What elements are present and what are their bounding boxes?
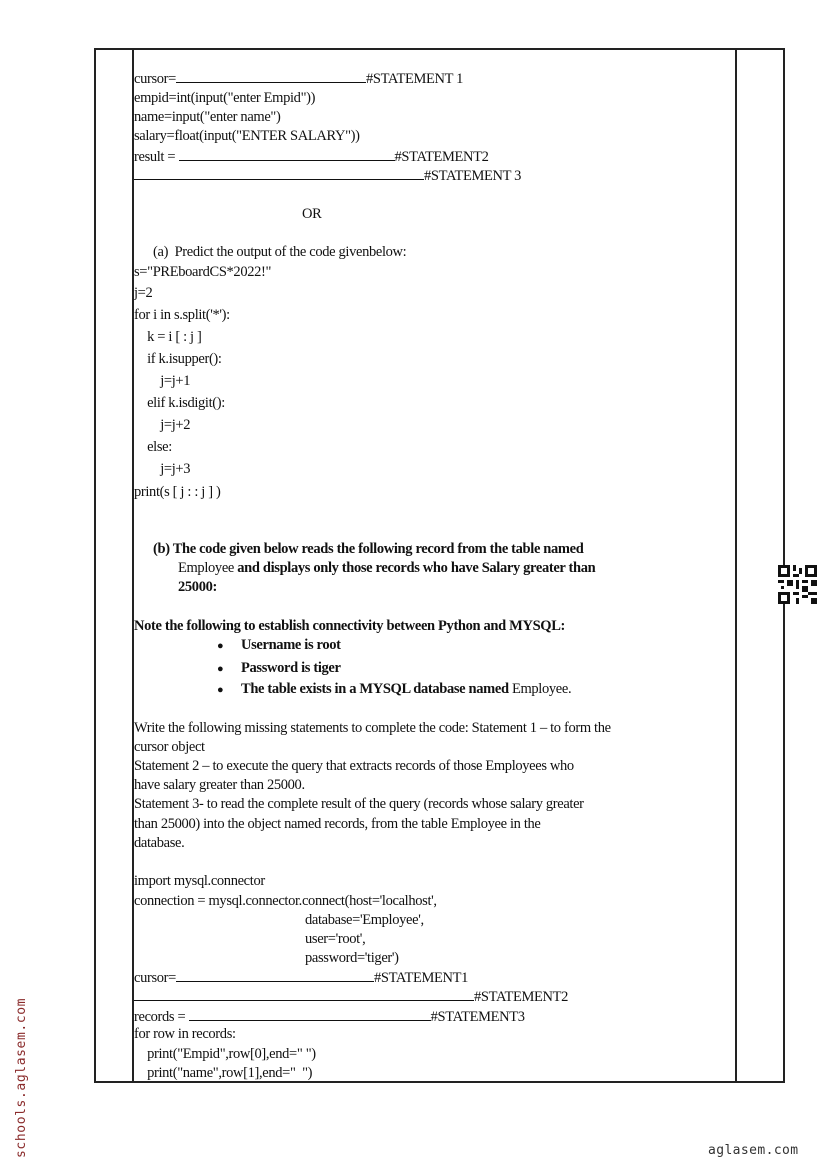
code-line: print("Empid",row[0],end=" ") (134, 1046, 316, 1062)
instruction-line: Statement 3- to read the complete result of the query (records whose salary greater (134, 796, 584, 812)
code-line: records = #STATEMENT3 (134, 1009, 525, 1025)
code-line: cursor= #STATEMENT 1 (134, 71, 464, 87)
code-line: for row in records: (134, 1026, 236, 1042)
code-line: import mysql.connector (134, 873, 265, 889)
code-line: result = #STATEMENT2 (134, 149, 489, 165)
table-border-left (94, 48, 96, 1082)
code-line: for i in s.split('*'): (134, 307, 230, 323)
code-line: elif k.isdigit(): (134, 395, 225, 411)
code-line: #STATEMENT 3 (134, 167, 521, 184)
code-line: name=input("enter name") (134, 109, 281, 125)
question-b-line: 25000: (178, 579, 217, 595)
code-line: user='root', (305, 931, 366, 947)
code-line: j=j+1 (134, 373, 191, 389)
code-line: database='Employee', (305, 912, 424, 928)
or-separator: OR (302, 206, 322, 222)
watermark-schools-aglasem: schools.aglasem.com (14, 997, 29, 1158)
instruction-line: Statement 2 – to execute the query that extracts records of those Employees who (134, 758, 574, 774)
table-column-divider (735, 48, 737, 1082)
bullet-item: ● Password is tiger (241, 660, 341, 676)
instruction-line: cursor object (134, 739, 205, 755)
code-line: j=j+3 (134, 461, 191, 477)
instruction-line: have salary greater than 25000. (134, 777, 305, 793)
code-line: empid=int(input("enter Empid")) (134, 90, 316, 106)
question-a: (a) Predict the output of the code givenbelow: (153, 244, 407, 260)
code-line: print(s [ j : : j ] ) (134, 484, 221, 500)
instruction-line: database. (134, 835, 185, 851)
instruction-line: Write the following missing statements to complete the code: Statement 1 – to form the (134, 720, 611, 736)
code-line: password='tiger') (305, 950, 399, 966)
code-line: salary=float(input("ENTER SALARY")) (134, 128, 360, 144)
code-line: j=2 (134, 285, 153, 301)
code-line: print("name",row[1],end=" ") (134, 1065, 313, 1081)
instruction-line: than 25000) into the object named records, from the table Employee in the (134, 816, 541, 832)
bullet-item: ● The table exists in a MYSQL database named Employee. (241, 681, 571, 697)
code-line: cursor= #STATEMENT1 (134, 970, 469, 986)
code-line: connection = mysql.connector.connect(host='localhost', (134, 893, 437, 909)
table-border-bottom (94, 1081, 785, 1083)
code-line: k = i [ : j ] (134, 329, 202, 345)
bullet-item: ● Username is root (241, 637, 341, 653)
table-border-top (94, 48, 785, 50)
code-line: if k.isupper(): (134, 351, 222, 367)
qr-code-icon (778, 565, 817, 604)
code-line: #STATEMENT2 (134, 988, 568, 1005)
question-b-line: Employee and displays only those records who have Salary greater than (178, 560, 596, 576)
watermark-aglasem: aglasem.com (708, 1143, 799, 1158)
code-line: else: (134, 439, 172, 455)
question-b: (b) The code given below reads the following record from the table named (153, 541, 584, 557)
code-line: j=j+2 (134, 417, 191, 433)
code-line: s="PREboardCS*2022!" (134, 264, 272, 280)
note-heading: Note the following to establish connectivity between Python and MYSQL: (134, 618, 566, 634)
table-column-divider (132, 48, 134, 1082)
